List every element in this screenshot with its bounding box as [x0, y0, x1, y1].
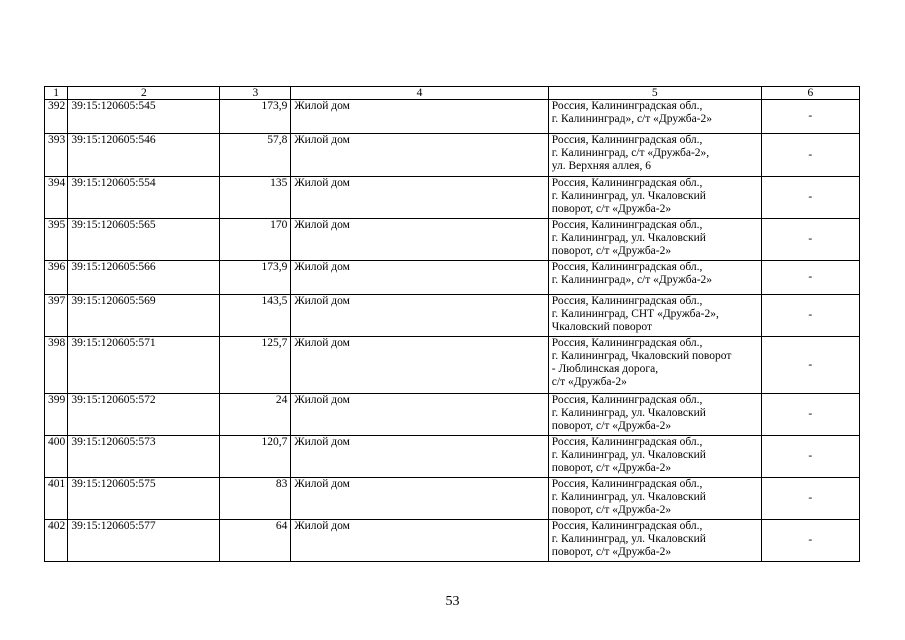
cadastral-number: 39:15:120605:577 [68, 520, 220, 562]
object-type: Жилой дом [291, 337, 548, 394]
column-header-2: 2 [68, 87, 220, 100]
header-row [45, 87, 860, 100]
row-number: 393 [45, 134, 68, 177]
cadastral-number: 39:15:120605:565 [68, 219, 220, 261]
area-value: 135 [220, 177, 291, 219]
address: Россия, Калининградская обл., г. Калининград», с/т «Дружба-2» [548, 261, 761, 295]
page-number: 53 [445, 594, 460, 609]
column-6-value: - [761, 478, 859, 520]
cadastral-number: 39:15:120605:546 [68, 134, 220, 177]
column-6-value: - [761, 219, 859, 261]
area-value: 57,8 [220, 134, 291, 177]
address: Россия, Калининградская обл., г. Калининград, ул. Чкаловский поворот, с/т «Дружба-2» [548, 520, 761, 562]
cadastral-number: 39:15:120605:572 [68, 394, 220, 436]
table-row [45, 478, 860, 520]
area-value: 173,9 [220, 100, 291, 134]
table-row [45, 261, 860, 295]
column-6-value: - [761, 394, 859, 436]
table-row [45, 295, 860, 337]
column-header-1: 1 [45, 87, 68, 100]
column-6-value: - [761, 177, 859, 219]
cadastral-number: 39:15:120605:569 [68, 295, 220, 337]
object-type: Жилой дом [291, 436, 548, 478]
column-header-5: 5 [548, 87, 761, 100]
object-type: Жилой дом [291, 394, 548, 436]
column-header-6: 6 [761, 87, 859, 100]
cadastral-number: 39:15:120605:566 [68, 261, 220, 295]
address: Россия, Калининградская обл., г. Калининград, СНТ «Дружба-2», Чкаловский поворот [548, 295, 761, 337]
cadastral-number: 39:15:120605:573 [68, 436, 220, 478]
table-row [45, 177, 860, 219]
area-value: 120,7 [220, 436, 291, 478]
row-number: 402 [45, 520, 68, 562]
row-number: 394 [45, 177, 68, 219]
row-number: 401 [45, 478, 68, 520]
column-6-value: - [761, 436, 859, 478]
area-value: 83 [220, 478, 291, 520]
row-number: 399 [45, 394, 68, 436]
column-6-value: - [761, 134, 859, 177]
column-6-value: - [761, 295, 859, 337]
row-number: 396 [45, 261, 68, 295]
table-row [45, 394, 860, 436]
area-value: 173,9 [220, 261, 291, 295]
cadastral-number: 39:15:120605:571 [68, 337, 220, 394]
cadastral-number: 39:15:120605:545 [68, 100, 220, 134]
table-row [45, 100, 860, 134]
object-type: Жилой дом [291, 177, 548, 219]
table-row [45, 219, 860, 261]
address: Россия, Калининградская обл., г. Калининград, Чкаловский поворот - Люблинская дорога, с/т «Дружба-2» [548, 337, 761, 394]
area-value: 143,5 [220, 295, 291, 337]
column-6-value: - [761, 100, 859, 134]
area-value: 125,7 [220, 337, 291, 394]
row-number: 395 [45, 219, 68, 261]
address: Россия, Калининградская обл., г. Калининград», с/т «Дружба-2» [548, 100, 761, 134]
table-row [45, 520, 860, 562]
address: Россия, Калининградская обл., г. Калининград, ул. Чкаловский поворот, с/т «Дружба-2» [548, 219, 761, 261]
address: Россия, Калининградская обл., г. Калининград, ул. Чкаловский поворот, с/т «Дружба-2» [548, 478, 761, 520]
area-value: 24 [220, 394, 291, 436]
object-type: Жилой дом [291, 295, 548, 337]
address: Россия, Калининградская обл., г. Калининград, ул. Чкаловский поворот, с/т «Дружба-2» [548, 177, 761, 219]
column-6-value: - [761, 261, 859, 295]
row-number: 397 [45, 295, 68, 337]
address: Россия, Калининградская обл., г. Калининград, с/т «Дружба-2», ул. Верхняя аллея, 6 [548, 134, 761, 177]
object-type: Жилой дом [291, 100, 548, 134]
row-number: 398 [45, 337, 68, 394]
area-value: 64 [220, 520, 291, 562]
object-type: Жилой дом [291, 478, 548, 520]
cadastral-number: 39:15:120605:554 [68, 177, 220, 219]
cadastral-number: 39:15:120605:575 [68, 478, 220, 520]
column-6-value: - [761, 337, 859, 394]
table-row [45, 134, 860, 177]
object-type: Жилой дом [291, 134, 548, 177]
column-header-3: 3 [220, 87, 291, 100]
row-number: 392 [45, 100, 68, 134]
object-type: Жилой дом [291, 261, 548, 295]
area-value: 170 [220, 219, 291, 261]
column-6-value: - [761, 520, 859, 562]
table-row [45, 337, 860, 394]
address: Россия, Калининградская обл., г. Калининград, ул. Чкаловский поворот, с/т «Дружба-2» [548, 436, 761, 478]
row-number: 400 [45, 436, 68, 478]
address: Россия, Калининградская обл., г. Калининград, ул. Чкаловский поворот, с/т «Дружба-2» [548, 394, 761, 436]
object-type: Жилой дом [291, 219, 548, 261]
column-header-4: 4 [291, 87, 548, 100]
table-row [45, 436, 860, 478]
object-type: Жилой дом [291, 520, 548, 562]
property-table [44, 86, 860, 562]
table-body [45, 100, 860, 562]
